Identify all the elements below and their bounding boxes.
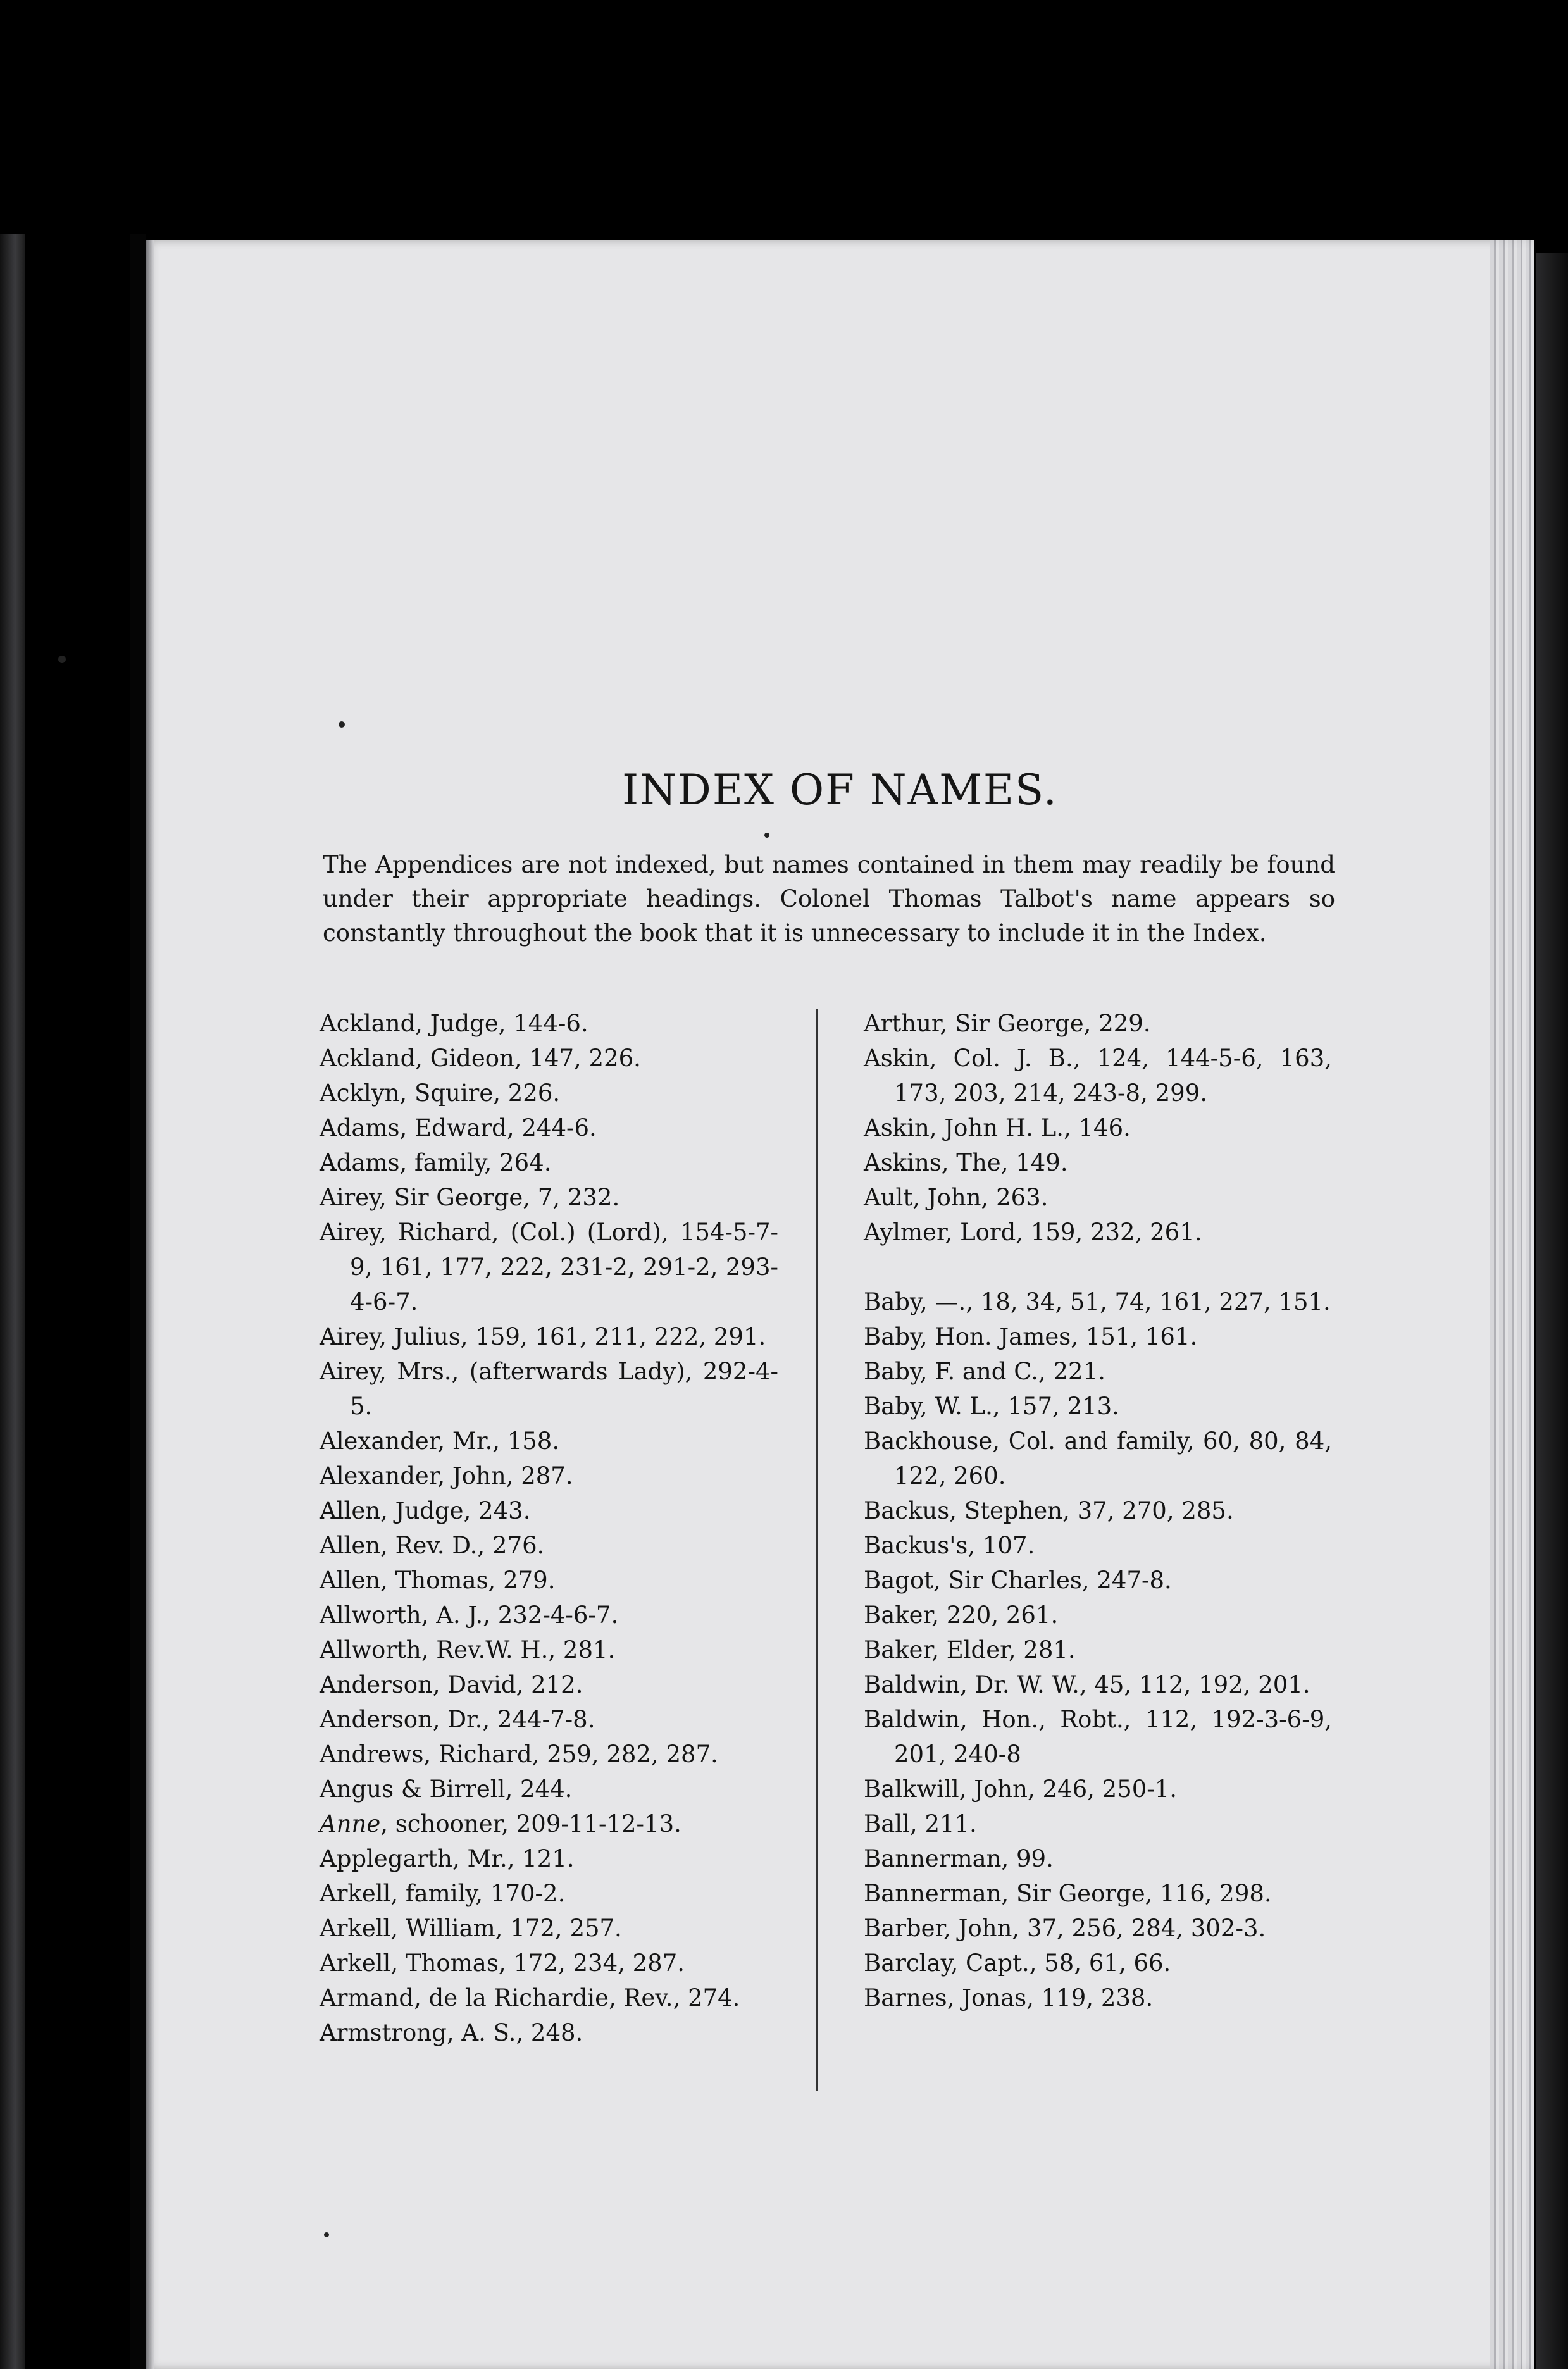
index-entry [864,1180,1332,1215]
index-entry-text: Askin, John H. L., 146. [864,1114,1131,1141]
index-entry-text: Allen, Judge, 243. [320,1497,531,1524]
index-entry [320,1667,778,1702]
index-entry [864,1145,1332,1180]
index-entry-text: Alexander, Mr., 158. [320,1427,560,1455]
index-column-left [320,1006,778,2050]
index-entry [320,1006,778,1041]
index-entry-text: Barber, John, 37, 256, 284, 302-3. [864,1915,1266,1942]
column-divider [816,1009,818,2091]
index-entry [864,1876,1332,1911]
index-entry-text: Armand, de la Richardie, Rev., 274. [320,1984,740,2011]
index-entry [320,1876,778,1911]
index-entry [320,1145,778,1180]
scan-speck [324,2232,329,2237]
index-entry-text: Airey, Richard, (Col.) (Lord), 154-5-7-9, 161, 177, 222, 231-2, 291-2, 293-4-6-7. [320,1219,778,1315]
index-entry [864,1319,1332,1354]
index-entry [320,1563,778,1598]
index-entry [320,1702,778,1737]
index-entry-text: Armstrong, A. S., 248. [320,2019,583,2046]
index-entry-text: Backhouse, Col. and family, 60, 80, 84, 122, 260. [864,1427,1332,1489]
index-entry [864,1284,1332,1319]
index-entry [864,1354,1332,1389]
scan-right-edge [1536,253,1568,2369]
index-entry-text: Allen, Rev. D., 276. [320,1532,545,1559]
index-entry [320,2015,778,2050]
index-entry-italic: Anne [320,1810,381,1837]
intro-paragraph: The Appendices are not indexed, but names contained in them may readily be found under their appropriate headings. Colonel Thomas Talbot's name appears so constantly throughout the book that it is unnecessary to include it in the Index. [323,851,1335,947]
index-entry-text: Askin, Col. J. B., 124, 144-5-6, 163, 173, 203, 214, 243-8, 299. [864,1045,1332,1107]
index-entry-text: Airey, Julius, 159, 161, 211, 222, 291. [320,1323,766,1350]
index-entry-text: Backus's, 107. [864,1532,1035,1559]
index-entry [864,1841,1332,1876]
index-entry-text: Ackland, Judge, 144-6. [320,1010,588,1037]
index-entry [320,1946,778,1980]
scan-speck [764,833,769,838]
scan-gutter [130,234,146,2369]
index-entry-text: Ackland, Gideon, 147, 226. [320,1045,641,1072]
index-entry-text: Aylmer, Lord, 159, 232, 261. [864,1219,1202,1246]
index-entry-text: Ball, 211. [864,1810,977,1837]
index-entry [320,1598,778,1632]
index-entry [320,1772,778,1806]
index-entry [864,1911,1332,1946]
index-entry [320,1528,778,1563]
index-entry-text: Baby, —., 18, 34, 51, 74, 161, 227, 151. [864,1288,1331,1315]
index-entry [320,1493,778,1528]
page-right-edge [1490,240,1534,2369]
index-entry [320,1180,778,1215]
index-entry [320,1424,778,1458]
index-entry [864,1215,1332,1250]
index-entry [864,1563,1332,1598]
index-entry-text: Adams, family, 264. [320,1149,552,1176]
index-entry [864,1806,1332,1841]
index-entry [320,1806,778,1841]
index-entry [320,1841,778,1876]
index-entry [864,1632,1332,1667]
index-entry-text: Applegarth, Mr., 121. [320,1845,575,1872]
index-entry-text: Andrews, Richard, 259, 282, 287. [320,1741,718,1768]
index-entry-text: Baker, 220, 261. [864,1601,1059,1629]
index-entry [320,1076,778,1110]
index-entry-text: Arthur, Sir George, 229. [864,1010,1151,1037]
index-entry [864,1528,1332,1563]
scan-binding-strip [0,234,25,2369]
index-entry-text: Ault, John, 263. [864,1184,1048,1211]
scan-speck [339,721,345,728]
index-entry [320,1354,778,1424]
index-entry [864,1110,1332,1145]
index-entry [864,1702,1332,1772]
index-entry-text: Baby, F. and C., 221. [864,1358,1105,1385]
page-left-edge [146,240,154,2369]
index-entry-text: Airey, Mrs., (afterwards Lady), 292-4-5. [320,1358,778,1420]
page-title: INDEX OF NAMES. [622,766,1058,814]
index-entry-text: Barnes, Jonas, 119, 238. [864,1984,1154,2011]
index-entry [320,1911,778,1946]
index-column-right [864,1006,1332,2015]
index-entry-text: Askins, The, 149. [864,1149,1068,1176]
index-entry-text: Backus, Stephen, 37, 270, 285. [864,1497,1234,1524]
index-entry [864,1006,1332,1041]
index-entry-text: Bagot, Sir Charles, 247-8. [864,1567,1172,1594]
index-entry-text: Arkell, family, 170-2. [320,1880,566,1907]
index-entry-text: Arkell, William, 172, 257. [320,1915,622,1942]
index-entry-text: Baby, W. L., 157, 213. [864,1393,1119,1420]
index-entry-text: Allworth, A. J., 232-4-6-7. [320,1601,619,1629]
index-entry-text: Arkell, Thomas, 172, 234, 287. [320,1949,685,1977]
index-entry [864,1041,1332,1110]
index-entry-text: Acklyn, Squire, 226. [320,1079,561,1107]
index-entry-text: Allen, Thomas, 279. [320,1567,556,1594]
index-entry [864,1946,1332,1980]
index-entry [864,1493,1332,1528]
index-entry [320,1041,778,1076]
index-entry [320,1215,778,1319]
index-entry-text: Balkwill, John, 246, 250-1. [864,1775,1178,1803]
index-entry [320,1737,778,1772]
index-entry-text: Angus & Birrell, 244. [320,1775,573,1803]
index-entry-text: Adams, Edward, 244-6. [320,1114,597,1141]
index-entry [864,1772,1332,1806]
index-entry-text: Baby, Hon. James, 151, 161. [864,1323,1198,1350]
index-entry [864,1667,1332,1702]
index-entry [320,1980,778,2015]
index-entry [864,1424,1332,1493]
index-entry-text: Bannerman, 99. [864,1845,1054,1872]
index-entry [320,1319,778,1354]
index-entry-text: Baldwin, Hon., Robt., 112, 192-3-6-9, 201, 240-8 [864,1706,1332,1768]
index-entry [320,1632,778,1667]
index-entry-text: Bannerman, Sir George, 116, 298. [864,1880,1272,1907]
index-entry-text: Allworth, Rev.W. H., 281. [320,1636,616,1663]
index-entry-text: Airey, Sir George, 7, 232. [320,1184,620,1211]
scan-speck [58,656,66,663]
index-entry-text: Barclay, Capt., 58, 61, 66. [864,1949,1171,1977]
index-entry [864,1389,1332,1424]
index-entry-text: , schooner, 209-11-12-13. [380,1810,681,1837]
index-entry [864,1598,1332,1632]
index-entry-text: Anderson, Dr., 244-7-8. [320,1706,595,1733]
index-entry [320,1458,778,1493]
index-entry-text: Anderson, David, 212. [320,1671,583,1698]
index-entry-text: Baldwin, Dr. W. W., 45, 112, 192, 201. [864,1671,1310,1698]
index-entry [864,1980,1332,2015]
index-entry [320,1110,778,1145]
index-entry-text: Alexander, John, 287. [320,1462,573,1489]
index-entry-text: Baker, Elder, 281. [864,1636,1076,1663]
